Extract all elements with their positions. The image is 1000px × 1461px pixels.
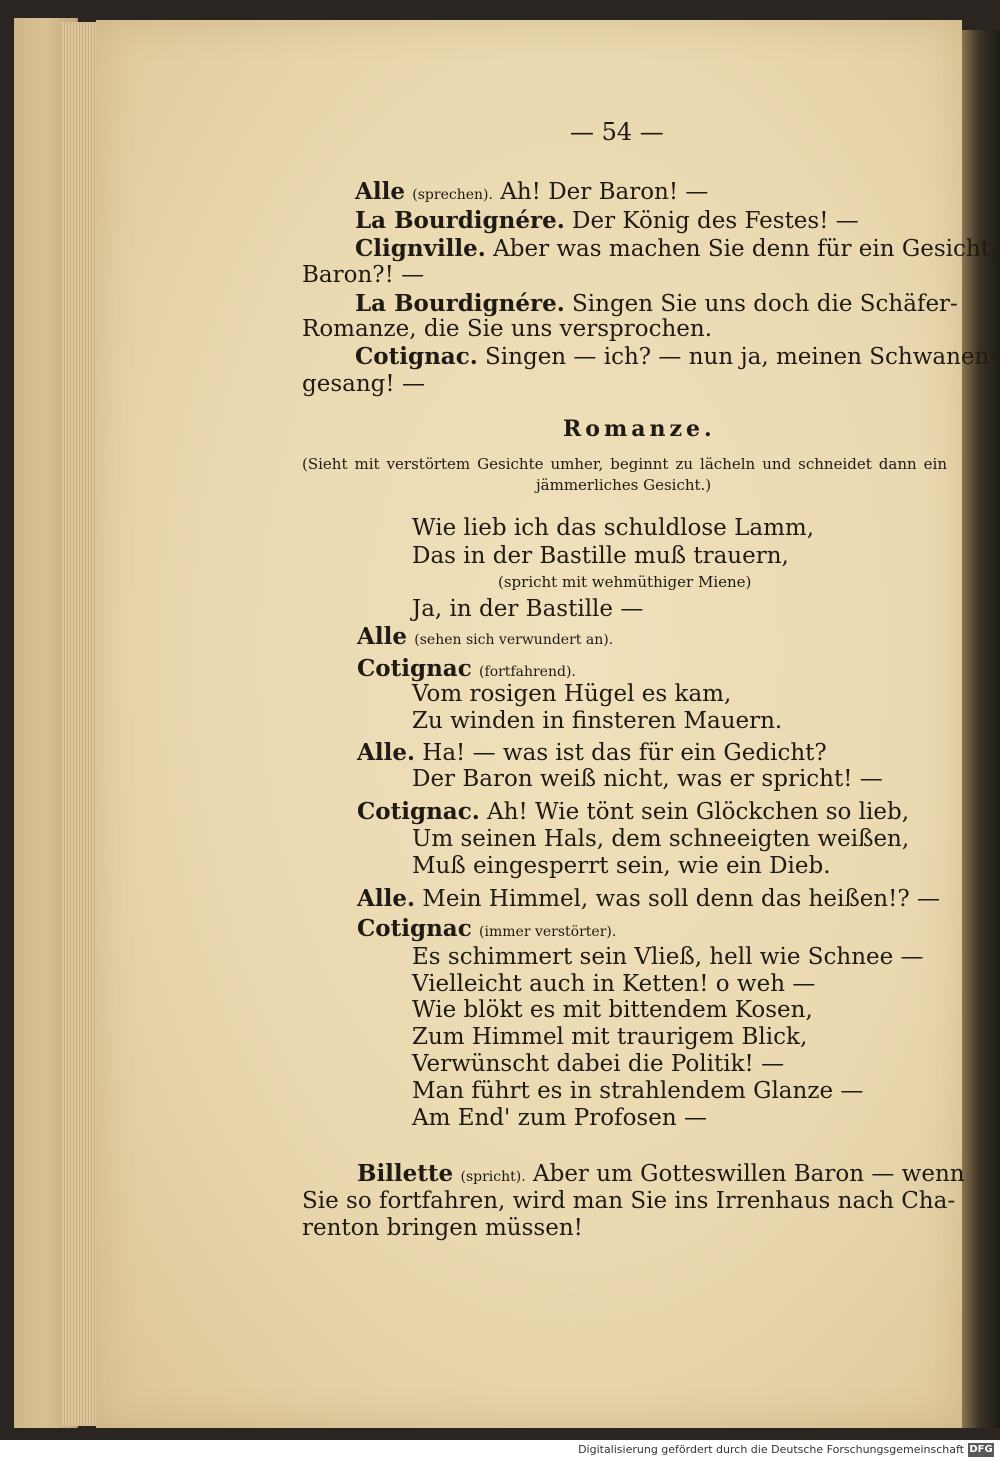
speaker-name: Alle	[357, 623, 407, 650]
verse-line: Wie blökt es mit bittendem Kosen,	[412, 997, 813, 1023]
dialogue-text: Aber um Gotteswillen Baron — wenn	[532, 1161, 965, 1187]
dialogue-line	[355, 207, 859, 234]
dialogue-line	[355, 178, 708, 205]
verse-line: Am End' zum Profosen —	[412, 1105, 707, 1131]
speaker-name: Cotignac	[357, 915, 472, 942]
speaker-name: Alle	[355, 178, 405, 205]
dfg-logo: DFG	[969, 1444, 993, 1455]
footer-bar	[0, 1440, 1000, 1461]
speaker-name: Cotignac.	[355, 343, 478, 370]
speaker-name: Billette	[357, 1160, 454, 1187]
speaker-name: La Bourdignére.	[355, 207, 565, 234]
dialogue-text: Der König des Festes! —	[572, 208, 859, 234]
speaker-cue	[357, 655, 576, 682]
verse-line: Das in der Bastille muß trauern,	[412, 543, 789, 569]
verse-line: Muß eingesperrt sein, wie ein Dieb.	[412, 853, 831, 879]
verse-line: Zum Himmel mit traurigem Blick,	[412, 1024, 808, 1050]
stage-direction: (sprechen).	[412, 187, 493, 203]
dialogue-text: Singen Sie uns doch die Schäfer-	[572, 291, 958, 317]
verse-line: Es schimmert sein Vließ, hell wie Schnee —	[412, 944, 924, 970]
verse-line: Zu winden in finsteren Mauern.	[412, 708, 783, 734]
footer-credit: Digitalisierung gefördert durch die Deutsche Forschungsgemeinschaft	[578, 1443, 964, 1456]
speaker-cue	[357, 915, 616, 942]
speaker-name: Clignville.	[355, 235, 486, 262]
dialogue-continuation: Sie so fortfahren, wird man Sie ins Irrenhaus nach Cha-	[302, 1188, 956, 1214]
verse-line: Vielleicht auch in Ketten! o weh —	[412, 971, 816, 997]
speaker-name: Alle.	[357, 885, 415, 912]
dialogue-continuation: renton bringen müssen!	[302, 1215, 583, 1241]
dialogue-line	[355, 235, 998, 262]
page-number: — 54 —	[570, 118, 664, 146]
dialogue-text: Ha! — was ist das für ein Gedicht?	[422, 740, 827, 766]
stage-direction: (immer verstörter).	[479, 924, 617, 940]
stage-direction: (spricht).	[460, 1169, 526, 1185]
dialogue-line	[357, 885, 940, 912]
speaker-name: La Bourdignére.	[355, 290, 565, 317]
dialogue-text: Ah! Wie tönt sein Glöckchen so lieb,	[487, 799, 910, 825]
dialogue-line	[355, 343, 998, 370]
speaker-cue	[357, 623, 613, 650]
dialogue-line	[357, 1160, 965, 1187]
dialogue-continuation: gesang! —	[302, 371, 425, 397]
verse-line: Man führt es in strahlendem Glanze —	[412, 1078, 864, 1104]
verse-line: Ja, in der Bastille —	[412, 596, 644, 622]
speaker-name: Cotignac.	[357, 798, 480, 825]
section-heading: Romanze.	[563, 416, 716, 442]
speaker-name: Cotignac	[357, 655, 472, 682]
verse-line: Wie lieb ich das schuldlose Lamm,	[412, 515, 815, 541]
verse-line: Verwünscht dabei die Politik! —	[412, 1051, 785, 1077]
dialogue-line	[357, 739, 827, 766]
dialogue-continuation: Romanze, die Sie uns versprochen.	[302, 316, 713, 342]
verse-line: Der Baron weiß nicht, was er spricht! —	[412, 766, 883, 792]
dialogue-text: Ah! Der Baron! —	[500, 179, 709, 205]
stage-direction: (spricht mit wehmüthiger Miene)	[498, 573, 752, 591]
verse-line: Um seinen Hals, dem schneeigten weißen,	[412, 826, 910, 852]
verse-line: Vom rosigen Hügel es kam,	[412, 681, 732, 707]
dialogue-text: Mein Himmel, was soll denn das heißen!? —	[422, 886, 941, 912]
speaker-name: Alle.	[357, 739, 415, 766]
stage-direction: (Sieht mit verstörtem Gesichte umher, beginnt zu lächeln und schneidet dann ein	[302, 455, 947, 473]
dialogue-continuation: Baron?! —	[302, 262, 425, 288]
stage-direction: (sehen sich verwundert an).	[414, 632, 614, 648]
dialogue-text: Aber was machen Sie denn für ein Gesicht,	[493, 236, 998, 262]
dialogue-line	[357, 798, 909, 825]
stage-direction: (fortfahrend).	[479, 664, 576, 680]
stage-direction: jämmerliches Gesicht.)	[536, 476, 712, 494]
dialogue-line	[355, 290, 958, 317]
dialogue-text: Singen — ich? — nun ja, meinen Schwanen-	[485, 344, 998, 370]
